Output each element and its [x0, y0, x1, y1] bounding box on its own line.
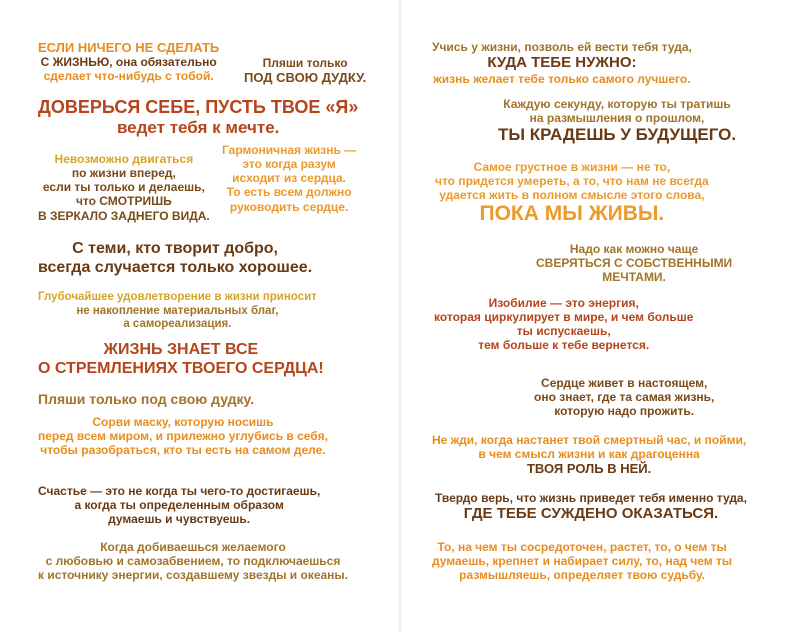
quote-line: Каждую секунду, которую ты тратишь: [503, 97, 731, 111]
quote-destined-place: [435, 491, 747, 523]
quote-life-knows: [38, 341, 324, 379]
quote-line: ГДЕ ТЕБЕ СУЖДЕНО ОКАЗАТЬСЯ.: [463, 505, 719, 523]
quote-line: В ЗЕРКАЛО ЗАДНЕГО ВИДА.: [38, 208, 210, 223]
quote-line: размышляешь, определяет твою судьбу.: [459, 568, 705, 583]
quote-line: ДОВЕРЬСЯ СЕБЕ, ПУСТЬ ТВОЕ «Я»: [38, 97, 359, 117]
quote-line: ЖИЗНЬ ЗНАЕТ ВСЕ: [103, 341, 259, 358]
quote-harmonious-life: [222, 143, 356, 214]
quote-line: Невозможно двигаться: [54, 152, 194, 166]
quote-line: жизнь желает тебе только самого лучшего.: [433, 71, 691, 86]
quote-line: на размышления о прошлом,: [529, 111, 705, 126]
quote-line: О СТРЕМЛЕНИЯХ ТВОЕГО СЕРДЦА!: [38, 359, 324, 377]
quote-line: это когда разум: [242, 157, 336, 172]
quote-steal-future: [498, 97, 736, 145]
quote-learn-from-life: [432, 40, 692, 86]
quote-line: МЕЧТАМИ.: [602, 270, 666, 285]
quote-line: ТЫ КРАДЕШЬ У БУДУЩЕГО.: [498, 125, 737, 145]
quote-trust-yourself: [38, 97, 358, 138]
quote-line: С ЖИЗНЬЮ, она обязательно: [40, 55, 217, 70]
quote-line: а самореализация.: [123, 318, 232, 331]
quote-focus-grows: [432, 540, 732, 582]
quote-line: Глубочайшее удовлетворение в жизни приносит: [38, 291, 317, 303]
quote-line: ЕСЛИ НИЧЕГО НЕ СДЕЛАТЬ: [38, 40, 220, 55]
quote-line: Изобилие — это энергия,: [488, 296, 639, 310]
quote-do-nothing: [38, 40, 219, 84]
quote-line: если ты только и делаешь,: [42, 180, 205, 195]
quote-own-tune: [244, 56, 366, 85]
quote-line: ПОКА МЫ ЖИВЫ.: [479, 202, 665, 226]
quote-self-realization: [38, 291, 317, 332]
quote-line: Гармоничная жизнь —: [222, 143, 357, 157]
quote-line: Сердце живет в настоящем,: [541, 376, 708, 390]
quote-remove-mask: [38, 415, 328, 457]
quote-line: а когда ты определенным образом: [74, 498, 284, 513]
quote-line: что придется умереть, а то, что нам не всегда: [435, 174, 709, 189]
quote-line: ПОД СВОЮ ДУДКУ.: [244, 70, 367, 86]
quote-line: удается жить в полном смысле этого слова,: [439, 188, 705, 203]
quote-line: всегда случается только хорошее.: [38, 258, 313, 276]
quote-abundance: [434, 296, 693, 353]
quote-line: То есть всем должно: [226, 185, 352, 200]
quote-line: ведет тебя к мечте.: [116, 118, 280, 138]
quote-line: Пляши только под свою дудку.: [38, 391, 254, 407]
quote-line: чтобы разобраться, кто ты есть на самом деле.: [40, 443, 326, 458]
quote-line: Не жди, когда настанет твой смертный час, и пойми,: [432, 433, 747, 447]
quote-line: То, на чем ты сосредоточен, растет, то, о чем ты: [437, 540, 727, 554]
quote-line: СВЕРЯТЬСЯ С СОБСТВЕННЫМИ: [536, 256, 733, 271]
quote-line: думаешь и чувствуешь.: [108, 512, 251, 527]
quote-line: перед всем миром, и прилежно углубись в себя,: [38, 429, 328, 444]
quote-line: С теми, кто творит добро,: [72, 240, 278, 257]
quote-line: тем больше к тебе вернется.: [478, 338, 650, 353]
quote-line: ТВОЯ РОЛЬ В НЕЙ.: [526, 461, 652, 477]
quote-line: думаешь, крепнет и набирает силу, то, над чем ты: [432, 554, 733, 569]
quote-line: что СМОТРИШЬ: [75, 194, 172, 209]
quote-line: Счастье — это не когда ты чего-то достигаешь,: [38, 484, 321, 498]
quote-line: которая циркулирует в мире, и чем больше: [434, 310, 694, 325]
quote-line: Сорви маску, которую носишь: [92, 415, 274, 429]
quote-line: сделает что-нибудь с тобой.: [43, 69, 214, 84]
quote-your-role: [432, 433, 746, 477]
quote-happiness: [38, 484, 320, 526]
quote-energy-source: [38, 540, 348, 582]
quote-line: не накопление материальных благ,: [76, 304, 279, 317]
quote-line: Учись у жизни, позволь ей вести тебя туда,: [432, 40, 692, 54]
quote-line: исходит из сердца.: [232, 171, 347, 186]
quote-line: Когда добиваешься желаемого: [100, 540, 286, 554]
quote-doing-good: [38, 240, 312, 278]
quote-check-dreams: [536, 242, 732, 284]
quote-line: по жизни вперед,: [71, 166, 176, 181]
right-page: [402, 0, 800, 632]
quote-line: к источнику энергии, создавшему звезды и океаны.: [38, 568, 349, 583]
quote-line: Самое грустное в жизни — не то,: [473, 160, 671, 174]
quote-line: оно знает, где та самая жизнь,: [534, 390, 715, 405]
quote-line: КУДА ТЕБЕ НУЖНО:: [487, 54, 637, 72]
quote-while-alive: [435, 160, 709, 227]
left-page: [0, 0, 398, 632]
quote-line: которую надо прожить.: [554, 404, 695, 419]
quote-line: ты испускаешь,: [516, 324, 611, 339]
quote-line: Твердо верь, что жизнь приведет тебя именно туда,: [435, 491, 747, 505]
quote-line: с любовью и самозабвением, то подключаешься: [45, 554, 341, 569]
quote-line: в чем смысл жизни и как драгоценна: [478, 447, 700, 462]
quote-heart-present: [534, 376, 714, 418]
quote-line: Пляши только: [262, 56, 348, 70]
quote-own-tune-2: [38, 391, 254, 408]
quote-line: руководить сердце.: [229, 199, 349, 214]
quote-rear-mirror: [38, 152, 210, 223]
quote-line: Надо как можно чаще: [569, 242, 699, 256]
